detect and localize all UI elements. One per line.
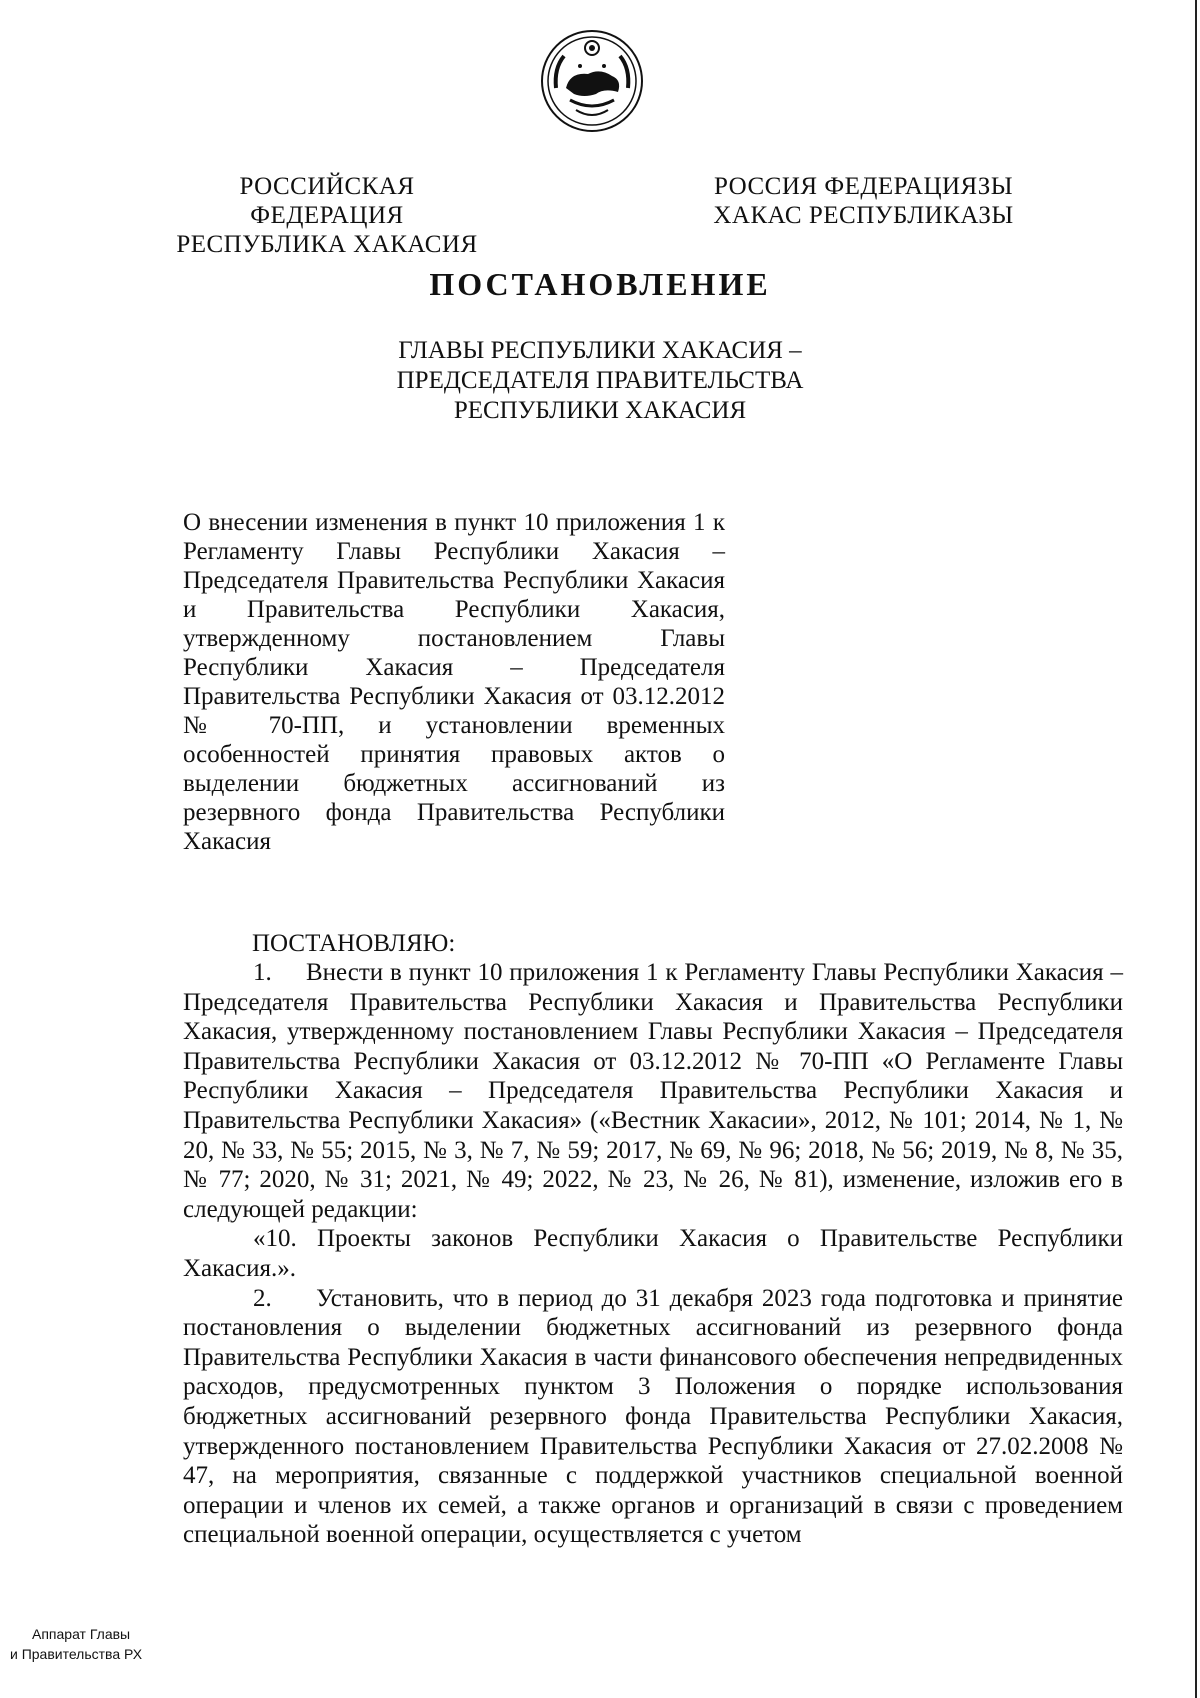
header-left-line1: РОССИЙСКАЯ ФЕДЕРАЦИЯ (239, 173, 415, 229)
paragraph-2: 2. Установить, что в период до 31 декабря 2023 года подготовка и принятие постановления о выделении бюджетных ассигнований из резервного фонда Правительства Республики Хакасия в части финансового обеспечения непредвиденных расходов, предусмотренных пунктом 3 Положения о порядке использования бюджетных ассигнований резервного фонда Правительства Республики Хакасия, утвержденного постановлением Правительства Республики Хакасия от 27.02.2008 № 47, на мероприятия, связанные с поддержкой участников специальной военной операции и членов их семей, а также органов и организаций в связи с проведением специальной военной операции, осуществляется с учетом (183, 1284, 1123, 1549)
scan-edge-line (1195, 0, 1197, 1698)
registration-stamp (10, 1624, 160, 1664)
authority-line3: РЕСПУБЛИКИ ХАКАСИЯ (453, 397, 747, 424)
header-left-line2: РЕСПУБЛИКА ХАКАСИЯ (176, 231, 478, 258)
header-right-line2: ХАКАС РЕСПУБЛИКАЗЫ (713, 202, 1014, 229)
header-right (706, 172, 1021, 230)
paragraph-1: 1. Внести в пункт 10 приложения 1 к Регламенту Главы Республики Хакасия – Председателя Правительства Республики Хакасия и Правительства Республики Хакасия, утвержденному постановлением Главы Республики Хакасия – Председателя Правительства Республики Хакасия от 03.12.2012 № 70-ПП «О Регламенте Главы Республики Хакасия – Председателя Правительства Республики Хакасия и Правительства Республики Хакасия» («Вестник Хакасии», 2012, № 101; 2014, № 1, № 20, № 33, № 55; 2015, № 3, № 7, № 59; 2017, № 69, № 96; 2018, № 56; 2019, № 8, № 35, № 77; 2020, № 31; 2021, № 49; 2022, № 23, № 26, № 81), изменение, изложив его в следующей редакции: (183, 959, 1123, 1223)
document-subject: О внесении изменения в пункт 10 приложения 1 к Регламенту Главы Республики Хакасия – Председателя Правительства Республики Хакасия и Правительства Республики Хакасия, утвержденному постановлением Главы Республики Хакасия – Председателя Правительства Республики Хакасия от 03.12.2012 № 70-ПП, и установлении временных особенностей принятия правовых актов о выделении бюджетных ассигнований из резервного фонда Правительства Республики Хакасия (183, 509, 725, 855)
authority-line1: ГЛАВЫ РЕСПУБЛИКИ ХАКАСИЯ – (398, 337, 802, 364)
coat-of-arms-icon (540, 28, 644, 134)
stamp-line2: и Правительства РХ (10, 1646, 143, 1662)
authority-line2: ПРЕДСЕДАТЕЛЯ ПРАВИТЕЛЬСТВА (396, 367, 804, 394)
stamp-line1: Аппарат Главы (32, 1626, 131, 1642)
document-title: ПОСТАНОВЛЕНИЕ (429, 266, 771, 302)
header-right-line1: РОССИЯ ФЕДЕРАЦИЯЗЫ (713, 173, 1014, 200)
issuing-authority (300, 336, 900, 426)
decree-word: ПОСТАНОВЛЯЮ: (252, 930, 456, 957)
header-left (162, 172, 492, 259)
paragraph-quote: «10. Проекты законов Республики Хакасия о Правительстве Республики Хакасия.». (183, 1225, 1123, 1282)
document-body (183, 958, 1123, 1550)
